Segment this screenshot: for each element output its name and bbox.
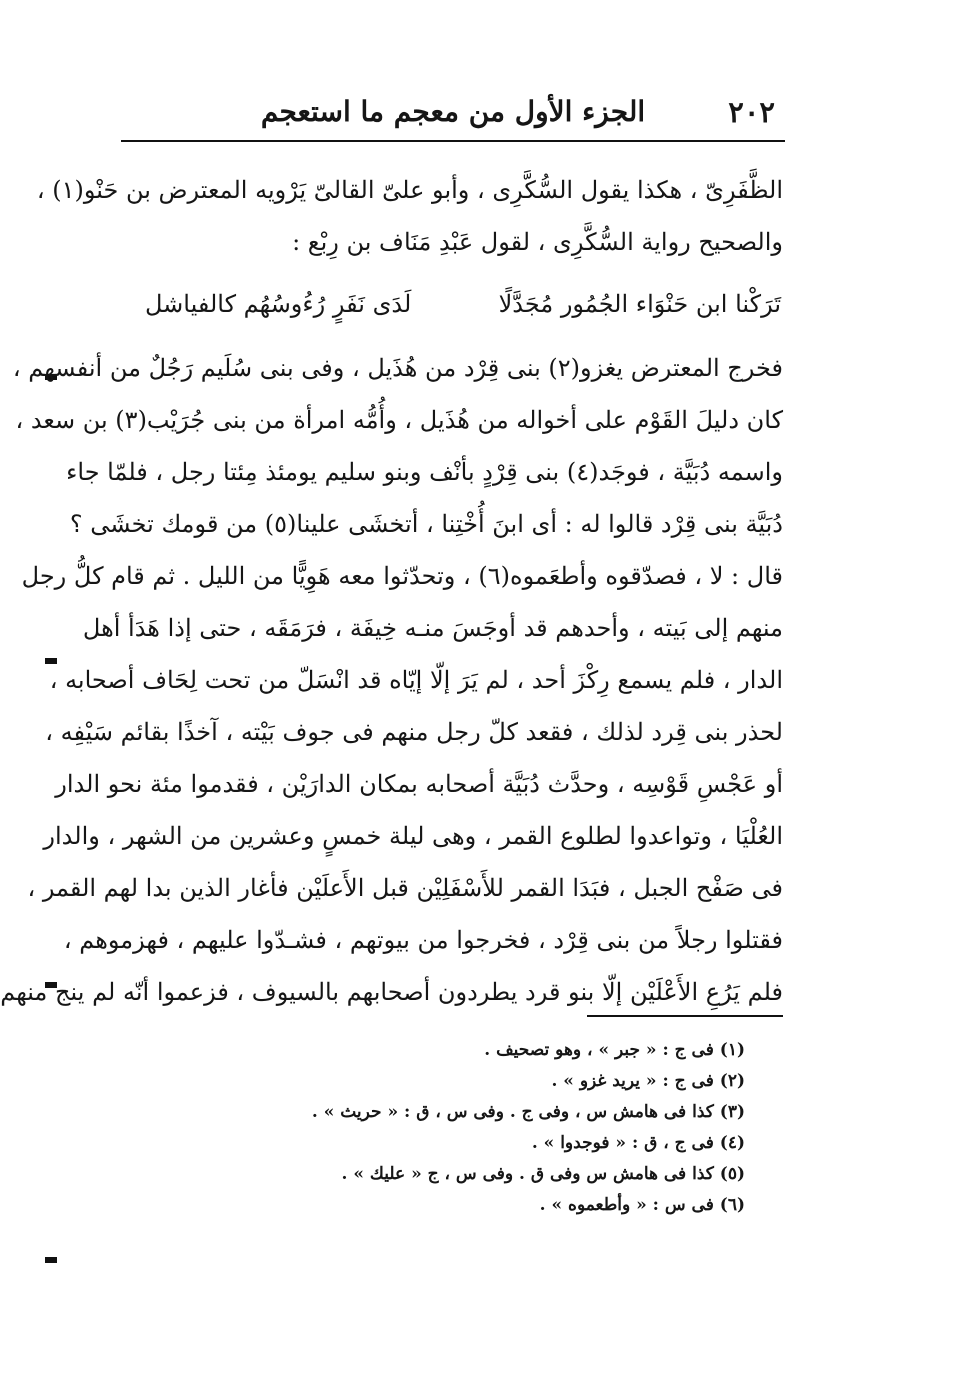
prose-line-1: فخرج المعترض يغزو(٢) بنى قِرْد من هُذَيل ، وفى بنى سُلَيم رَجُلٌ من أنفسهم ، xyxy=(12,354,783,382)
first-hemistich: تَرَكْنا ابن حَنْوَاء الجُمُور مُجَدَّلًا xyxy=(498,290,781,318)
prose-line-4: دُبَيَّة بنى قِرْد قالوا له : أى ابنَ أُخْتِنا ، أتخشَى علينا(٥) من قومك تخشَى ؟ xyxy=(69,510,783,538)
text-line-1: الظَّفَرِىّ ، هكذا يقول السُّكَّرِى ، وأبو علىّ القالىّ يَرْويه المعترض بن حَنْو(١) ، xyxy=(36,176,783,204)
prose-line-5: قال : لا ، فصدّقوه وأطعَموه(٦) ، وتحدّثوا معه هَوِيًّا من الليل . ثم قام كلُّ رجل xyxy=(21,562,783,590)
prose-line-6: منهم إلى بَيته ، وأحدهم قد أوجَسَ منـه خِيفَة ، فرَمَقَه ، حتى إذا هَدَأ أهل xyxy=(82,614,783,642)
running-title: الجزء الأول من معجم ما استعجم xyxy=(260,95,646,128)
prose-text xyxy=(0,342,783,1018)
prose-line-13: فلم يَرُعِ الأَعْلَيْن إلّا بنو قرد يطردون أصحابهم بالسيوف ، فزعموا أنّه لم ينج منهم xyxy=(0,978,783,1006)
prose-line-12: فقتلوا رجلاً من بنى قِرْد ، فخرجوا من بيوتهم ، فشـدّوا عليهم ، فهزموهم ، xyxy=(63,926,783,954)
second-hemistich: لَدَى نَفَرٍ رُءُوسُهُم كالفياشل xyxy=(145,290,412,318)
main-text xyxy=(36,164,783,268)
header-rule xyxy=(121,140,785,142)
footnote-5: (٥) كذا فى هامش س وفى ق . وفى س ، ج « عليك » . xyxy=(341,1164,745,1184)
page-header xyxy=(121,92,785,144)
prose-line-10: العُلْيَا ، وتواعدوا لطلوع القمر ، وهى ليلة خمسٍ وعشرين من الشهر ، والدار xyxy=(43,822,783,850)
text-line-2: والصحيح رواية السُّكَّرِى ، لقول عَبْدِ مَنَاف بن رِبْع : xyxy=(292,228,783,256)
footnote-6: (٦) فى س : « وأطعموه » . xyxy=(539,1195,745,1215)
footnote-2: (٢) فى ج : « يريد غزو » . xyxy=(551,1071,745,1091)
prose-line-11: فى صَفْح الجبل ، فبَدَا القمر للأَسْفَلِيْن قبل الأَعلَيْن فأغار الذين بدا لهم القمر ، xyxy=(27,874,783,902)
footnote-3: (٣) كذا فى هامش س ، وفى ج . وفى س ، ق : « حريث » . xyxy=(311,1102,745,1122)
footnote-1: (١) فى ج : « جبر » ، وهو تصحيف . xyxy=(484,1040,745,1060)
footnote-4: (٤) فى ج ، ق : « فوجدوا » . xyxy=(531,1133,745,1153)
prose-line-8: لحذر بنى قِرد لذلك ، فقعد كلّ رجل منهم فى جوف بَيْته ، آخذًا بقائم سَيْفِه ، xyxy=(45,718,783,746)
margin-mark xyxy=(45,1257,57,1263)
prose-line-9: أو عَجْسِ قَوْسِه ، وحدَّث دُبَيَّة أصحابه بمكان الدارَيْن ، فقدموا مئة نحو الدار xyxy=(55,770,783,798)
page-number: ٢٠٢ xyxy=(728,95,775,129)
prose-line-2: كان دليلَ القَوْم على أخواله من هُذَيل ، وأُمُّه امرأة من بنى جُرَيْب(٣) بن سعد ، xyxy=(15,406,783,434)
poetry-verse xyxy=(145,278,781,330)
prose-line-3: واسمه دُبَيَّة ، فوجَد(٤) بنى قِرْدٍ بأنْف وبنو سليم يومئذ مِئتا رجل ، فلمّا جاء xyxy=(66,458,783,486)
footnote-rule xyxy=(587,1015,783,1017)
prose-line-7: الدار ، فلم يسمع رِكْزَ أحد ، لم يَرَ إلّا إيّاه قد انْسَلّ من تحت لِحَاف أصحابه ، xyxy=(49,666,783,694)
footnotes xyxy=(225,1035,745,1221)
